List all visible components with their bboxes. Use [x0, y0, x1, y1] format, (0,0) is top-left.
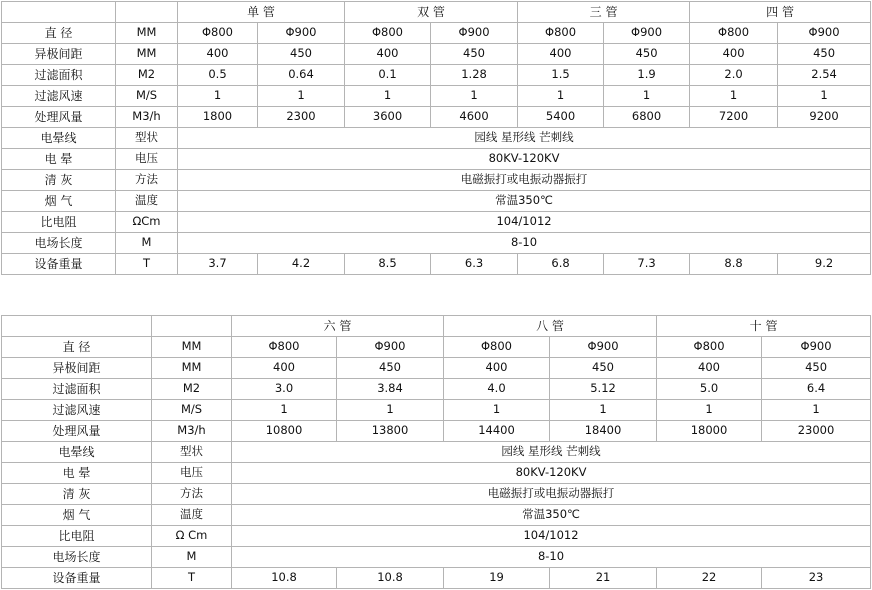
- row-unit: 电压: [116, 149, 178, 170]
- row-label: 清 灰: [2, 484, 152, 505]
- merged-value-cell: 常温350℃: [232, 505, 871, 526]
- row-label: 比电阻: [2, 526, 152, 547]
- row-unit: T: [152, 568, 232, 589]
- value-cell: 10800: [232, 421, 337, 442]
- value-cell: 4.0: [444, 379, 550, 400]
- row-label: 直 径: [2, 23, 116, 44]
- merged-value-cell: 104/1012: [178, 212, 871, 233]
- value-cell: 1: [337, 400, 444, 421]
- value-cell: 1: [345, 86, 431, 107]
- row-unit: 型状: [152, 442, 232, 463]
- value-cell: 450: [762, 358, 871, 379]
- value-cell: 8.8: [690, 254, 778, 275]
- value-cell: 19: [444, 568, 550, 589]
- value-cell: 4.2: [258, 254, 345, 275]
- value-cell: 10.8: [232, 568, 337, 589]
- row-unit: ΩCm: [116, 212, 178, 233]
- value-cell: 400: [444, 358, 550, 379]
- table-row: [2, 568, 871, 589]
- table-row: [2, 191, 871, 212]
- row-unit: MM: [116, 44, 178, 65]
- row-unit: 温度: [152, 505, 232, 526]
- value-cell: 1: [778, 86, 871, 107]
- merged-value-cell: 园线 星形线 芒刺线: [178, 128, 871, 149]
- value-cell: Φ900: [778, 23, 871, 44]
- value-cell: 10.8: [337, 568, 444, 589]
- value-cell: 14400: [444, 421, 550, 442]
- table-row: [2, 212, 871, 233]
- value-cell: 18400: [550, 421, 657, 442]
- row-unit: M2: [152, 379, 232, 400]
- merged-value-cell: 常温350℃: [178, 191, 871, 212]
- value-cell: 400: [232, 358, 337, 379]
- group-header-row: [2, 316, 871, 337]
- value-cell: 400: [657, 358, 762, 379]
- value-cell: 0.64: [258, 65, 345, 86]
- table-row: [2, 505, 871, 526]
- value-cell: 1: [518, 86, 604, 107]
- value-cell: 5.12: [550, 379, 657, 400]
- value-cell: 9.2: [778, 254, 871, 275]
- value-cell: 2300: [258, 107, 345, 128]
- row-label: 设备重量: [2, 254, 116, 275]
- row-label: 电 晕: [2, 463, 152, 484]
- row-unit: M: [152, 547, 232, 568]
- unit-header-cell: [152, 316, 232, 337]
- merged-value-cell: 电磁振打或电振动器振打: [178, 170, 871, 191]
- row-label: 异极间距: [2, 44, 116, 65]
- value-cell: 1: [550, 400, 657, 421]
- value-cell: 13800: [337, 421, 444, 442]
- value-cell: 22: [657, 568, 762, 589]
- group-header-row: [2, 2, 871, 23]
- group-header: 十 管: [657, 316, 871, 337]
- value-cell: 1: [258, 86, 345, 107]
- corner-cell: [2, 316, 152, 337]
- value-cell: Φ900: [431, 23, 518, 44]
- row-unit: 型状: [116, 128, 178, 149]
- row-label: 电场长度: [2, 233, 116, 254]
- value-cell: 9200: [778, 107, 871, 128]
- value-cell: 1: [232, 400, 337, 421]
- value-cell: 18000: [657, 421, 762, 442]
- group-header: 双 管: [345, 2, 518, 23]
- value-cell: Φ800: [657, 337, 762, 358]
- row-label: 烟 气: [2, 505, 152, 526]
- value-cell: 450: [550, 358, 657, 379]
- value-cell: 23000: [762, 421, 871, 442]
- value-cell: 5400: [518, 107, 604, 128]
- table-row: [2, 421, 871, 442]
- merged-value-cell: 80KV-120KV: [232, 463, 871, 484]
- value-cell: 1.28: [431, 65, 518, 86]
- spec-table-1-body: [2, 2, 871, 275]
- value-cell: 450: [337, 358, 444, 379]
- row-label: 清 灰: [2, 170, 116, 191]
- value-cell: 4600: [431, 107, 518, 128]
- table-row: [2, 526, 871, 547]
- row-label: 电 晕: [2, 149, 116, 170]
- value-cell: Φ800: [444, 337, 550, 358]
- value-cell: 400: [690, 44, 778, 65]
- table-row: [2, 65, 871, 86]
- group-header: 单 管: [178, 2, 345, 23]
- merged-value-cell: 8-10: [178, 233, 871, 254]
- row-unit: MM: [116, 23, 178, 44]
- row-unit: M: [116, 233, 178, 254]
- row-label: 过滤面积: [2, 65, 116, 86]
- value-cell: Φ800: [690, 23, 778, 44]
- value-cell: 5.0: [657, 379, 762, 400]
- value-cell: Φ900: [337, 337, 444, 358]
- table-row: [2, 547, 871, 568]
- table-row: [2, 128, 871, 149]
- value-cell: 1: [444, 400, 550, 421]
- table-row: [2, 484, 871, 505]
- value-cell: 1: [178, 86, 258, 107]
- row-unit: Ω Cm: [152, 526, 232, 547]
- value-cell: 6800: [604, 107, 690, 128]
- value-cell: 450: [778, 44, 871, 65]
- value-cell: 450: [431, 44, 518, 65]
- value-cell: 1: [604, 86, 690, 107]
- merged-value-cell: 8-10: [232, 547, 871, 568]
- table-row: [2, 107, 871, 128]
- value-cell: 2.0: [690, 65, 778, 86]
- row-label: 处理风量: [2, 107, 116, 128]
- spec-table-1: [1, 1, 871, 275]
- table-row: [2, 254, 871, 275]
- value-cell: 3600: [345, 107, 431, 128]
- value-cell: 1: [657, 400, 762, 421]
- group-header: 三 管: [518, 2, 690, 23]
- spec-table-2-body: [2, 316, 871, 589]
- value-cell: 7.3: [604, 254, 690, 275]
- row-label: 过滤风速: [2, 400, 152, 421]
- value-cell: 6.8: [518, 254, 604, 275]
- row-unit: 方法: [152, 484, 232, 505]
- row-label: 异极间距: [2, 358, 152, 379]
- value-cell: 3.7: [178, 254, 258, 275]
- value-cell: 450: [604, 44, 690, 65]
- row-label: 直 径: [2, 337, 152, 358]
- value-cell: 1.5: [518, 65, 604, 86]
- group-header: 八 管: [444, 316, 657, 337]
- row-unit: 温度: [116, 191, 178, 212]
- row-unit: MM: [152, 337, 232, 358]
- table-row: [2, 233, 871, 254]
- merged-value-cell: 80KV-120KV: [178, 149, 871, 170]
- value-cell: 0.1: [345, 65, 431, 86]
- value-cell: Φ900: [258, 23, 345, 44]
- value-cell: 1: [431, 86, 518, 107]
- value-cell: Φ900: [550, 337, 657, 358]
- table-row: [2, 44, 871, 65]
- value-cell: 2.54: [778, 65, 871, 86]
- value-cell: 23: [762, 568, 871, 589]
- row-unit: T: [116, 254, 178, 275]
- value-cell: 21: [550, 568, 657, 589]
- value-cell: 450: [258, 44, 345, 65]
- value-cell: 1: [690, 86, 778, 107]
- value-cell: 6.3: [431, 254, 518, 275]
- value-cell: Φ800: [345, 23, 431, 44]
- row-unit: M3/h: [116, 107, 178, 128]
- value-cell: 400: [518, 44, 604, 65]
- value-cell: 1800: [178, 107, 258, 128]
- value-cell: Φ800: [178, 23, 258, 44]
- table-row: [2, 86, 871, 107]
- value-cell: Φ800: [518, 23, 604, 44]
- row-unit: 电压: [152, 463, 232, 484]
- row-label: 电场长度: [2, 547, 152, 568]
- row-unit: M/S: [152, 400, 232, 421]
- row-label: 设备重量: [2, 568, 152, 589]
- spec-table-2: [1, 315, 871, 589]
- table-row: [2, 358, 871, 379]
- value-cell: 8.5: [345, 254, 431, 275]
- row-label: 电晕线: [2, 442, 152, 463]
- row-label: 电晕线: [2, 128, 116, 149]
- group-header: 六 管: [232, 316, 444, 337]
- value-cell: 3.0: [232, 379, 337, 400]
- value-cell: Φ900: [604, 23, 690, 44]
- table-row: [2, 170, 871, 191]
- table-row: [2, 400, 871, 421]
- row-unit: M/S: [116, 86, 178, 107]
- merged-value-cell: 104/1012: [232, 526, 871, 547]
- group-header: 四 管: [690, 2, 871, 23]
- row-label: 处理风量: [2, 421, 152, 442]
- row-label: 烟 气: [2, 191, 116, 212]
- row-label: 过滤风速: [2, 86, 116, 107]
- value-cell: 1: [762, 400, 871, 421]
- table-row: [2, 337, 871, 358]
- value-cell: 1.9: [604, 65, 690, 86]
- value-cell: 400: [345, 44, 431, 65]
- value-cell: Φ900: [762, 337, 871, 358]
- merged-value-cell: 园线 星形线 芒刺线: [232, 442, 871, 463]
- table-row: [2, 149, 871, 170]
- table-row: [2, 379, 871, 400]
- row-unit: M3/h: [152, 421, 232, 442]
- table-row: [2, 23, 871, 44]
- row-label: 比电阻: [2, 212, 116, 233]
- value-cell: Φ800: [232, 337, 337, 358]
- row-unit: 方法: [116, 170, 178, 191]
- row-unit: M2: [116, 65, 178, 86]
- merged-value-cell: 电磁振打或电振动器振打: [232, 484, 871, 505]
- table-row: [2, 442, 871, 463]
- value-cell: 6.4: [762, 379, 871, 400]
- row-unit: MM: [152, 358, 232, 379]
- unit-header-cell: [116, 2, 178, 23]
- value-cell: 400: [178, 44, 258, 65]
- table-row: [2, 463, 871, 484]
- value-cell: 3.84: [337, 379, 444, 400]
- value-cell: 0.5: [178, 65, 258, 86]
- corner-cell: [2, 2, 116, 23]
- row-label: 过滤面积: [2, 379, 152, 400]
- value-cell: 7200: [690, 107, 778, 128]
